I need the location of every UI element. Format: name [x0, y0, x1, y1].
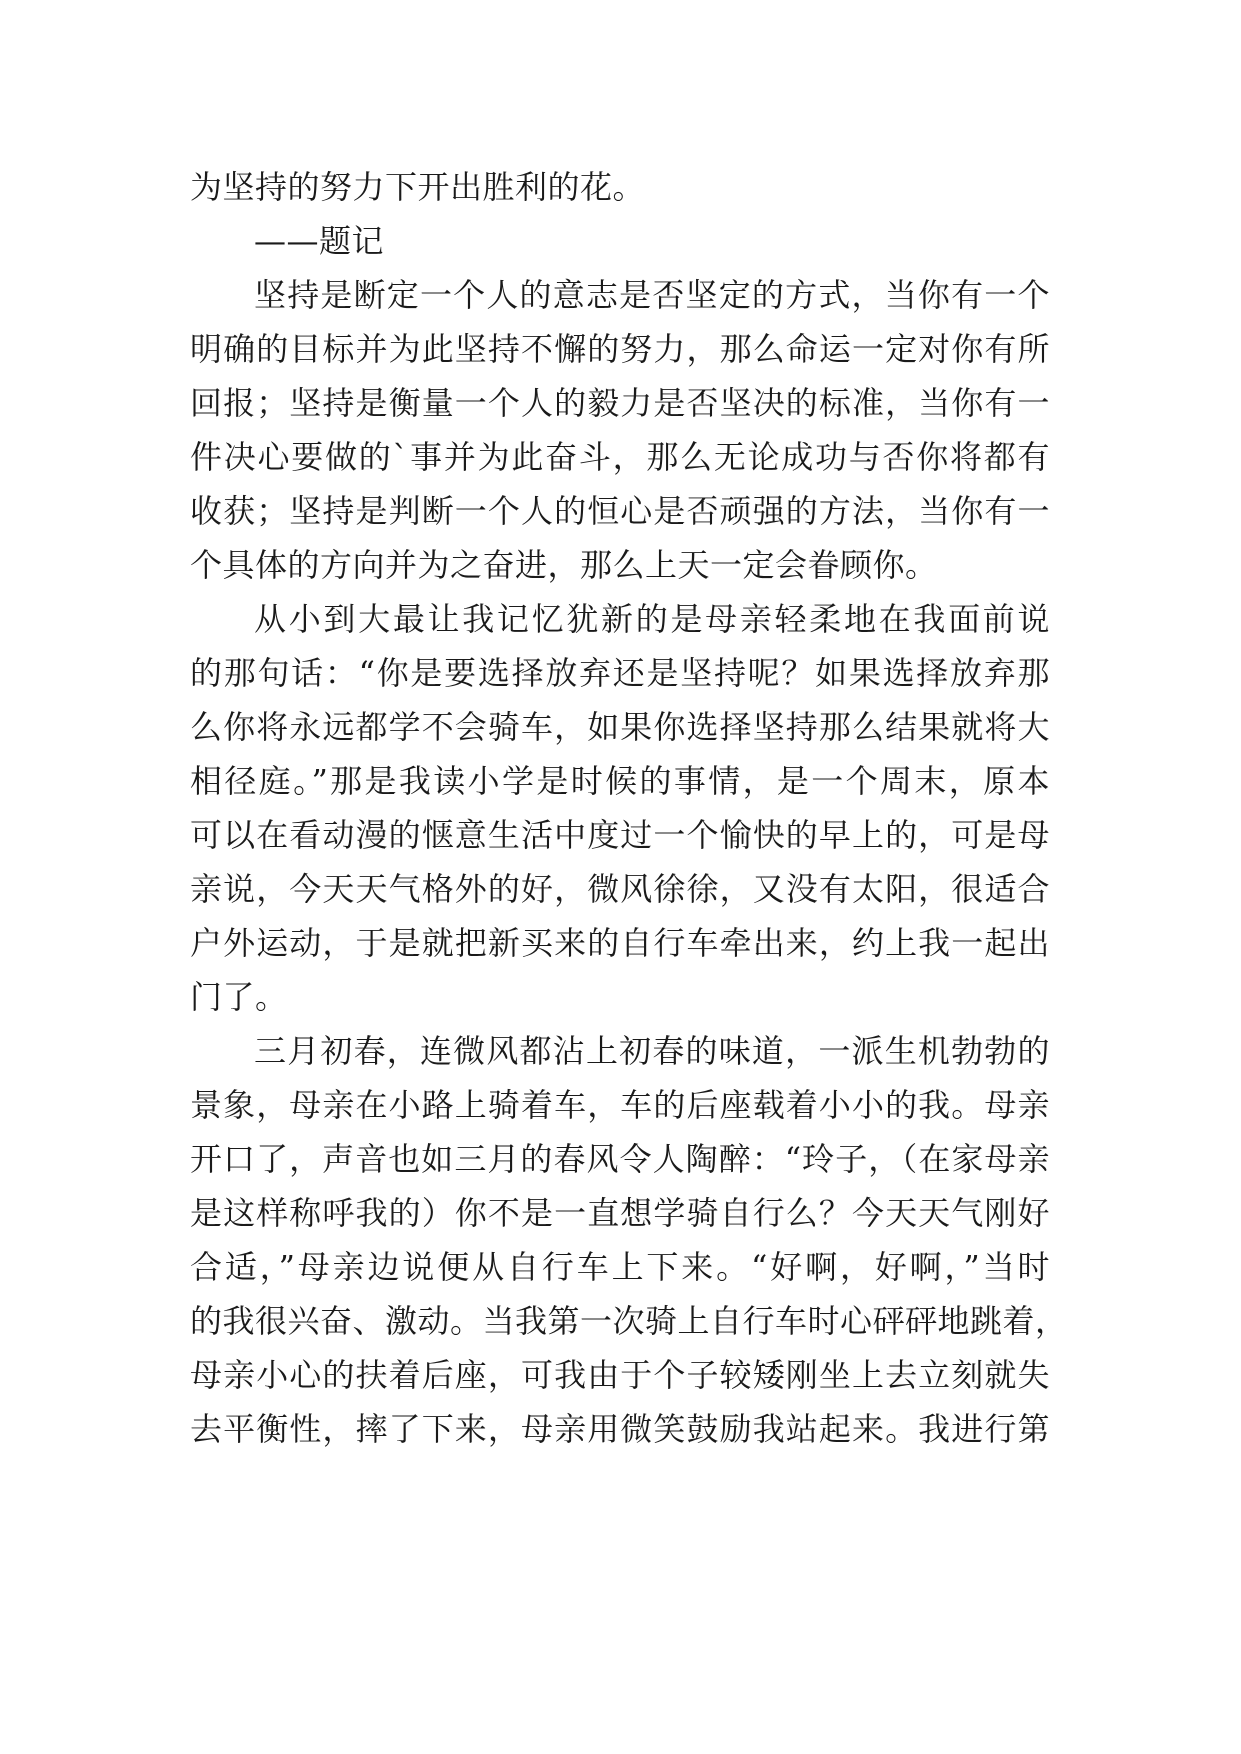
text-line: 个具体的方向并为之奋进，那么上天一定会眷顾你。 — [190, 546, 938, 584]
text-line: 亲说，今天天气格外的好，微风徐徐，又没有太阳，很适合 — [190, 870, 1050, 908]
text-line: 三月初春，连微风都沾上初春的味道，一派生机勃勃的 — [254, 1032, 1050, 1070]
text-line: 的那句话：“你是要选择放弃还是坚持呢？如果选择放弃那 — [190, 654, 1050, 692]
essay-text — [190, 160, 1068, 1456]
text-line: 收获；坚持是判断一个人的恒心是否顽强的方法，当你有一 — [190, 492, 1050, 530]
text-line: 回报；坚持是衡量一个人的毅力是否坚决的标准，当你有一 — [190, 384, 1050, 422]
text-line: 从小到大最让我记忆犹新的是母亲轻柔地在我面前说 — [254, 600, 1050, 638]
text-line: 户外运动，于是就把新买来的自行车牵出来，约上我一起出 — [190, 924, 1050, 962]
text-line: 么你将永远都学不会骑车，如果你选择坚持那么结果就将大 — [190, 708, 1050, 746]
text-line: 为坚持的努力下开出胜利的花。 — [190, 168, 646, 206]
text-line: 坚持是断定一个人的意志是否坚定的方式，当你有一个 — [254, 276, 1050, 314]
text-line: 合适，”母亲边说便从自行车上下来。“好啊，好啊，”当时 — [190, 1248, 1050, 1286]
text-line: 母亲小心的扶着后座，可我由于个子较矮刚坐上去立刻就失 — [190, 1356, 1050, 1394]
text-line: 相径庭。”那是我读小学是时候的事情，是一个周末，原本 — [190, 762, 1050, 800]
text-line: 明确的目标并为此坚持不懈的努力，那么命运一定对你有所 — [190, 330, 1050, 368]
text-line: 去平衡性，摔了下来，母亲用微笑鼓励我站起来。我进行第 — [190, 1410, 1050, 1448]
text-line: 的我很兴奋、激动。当我第一次骑上自行车时心砰砰地跳着， — [190, 1302, 1068, 1340]
text-line: 门了。 — [190, 978, 288, 1016]
text-line: 可以在看动漫的惬意生活中度过一个愉快的早上的，可是母 — [190, 816, 1050, 854]
epigraph-attribution: ——题记 — [254, 222, 385, 260]
text-line: 开口了，声音也如三月的春风令人陶醉：“玲子，（在家母亲 — [190, 1140, 1050, 1178]
text-line: 是这样称呼我的）你不是一直想学骑自行么？今天天气刚好 — [190, 1194, 1050, 1232]
text-line: 景象，母亲在小路上骑着车，车的后座载着小小的我。母亲 — [190, 1086, 1050, 1124]
text-line: 件决心要做的`事并为此奋斗，那么无论成功与否你将都有 — [190, 438, 1050, 476]
